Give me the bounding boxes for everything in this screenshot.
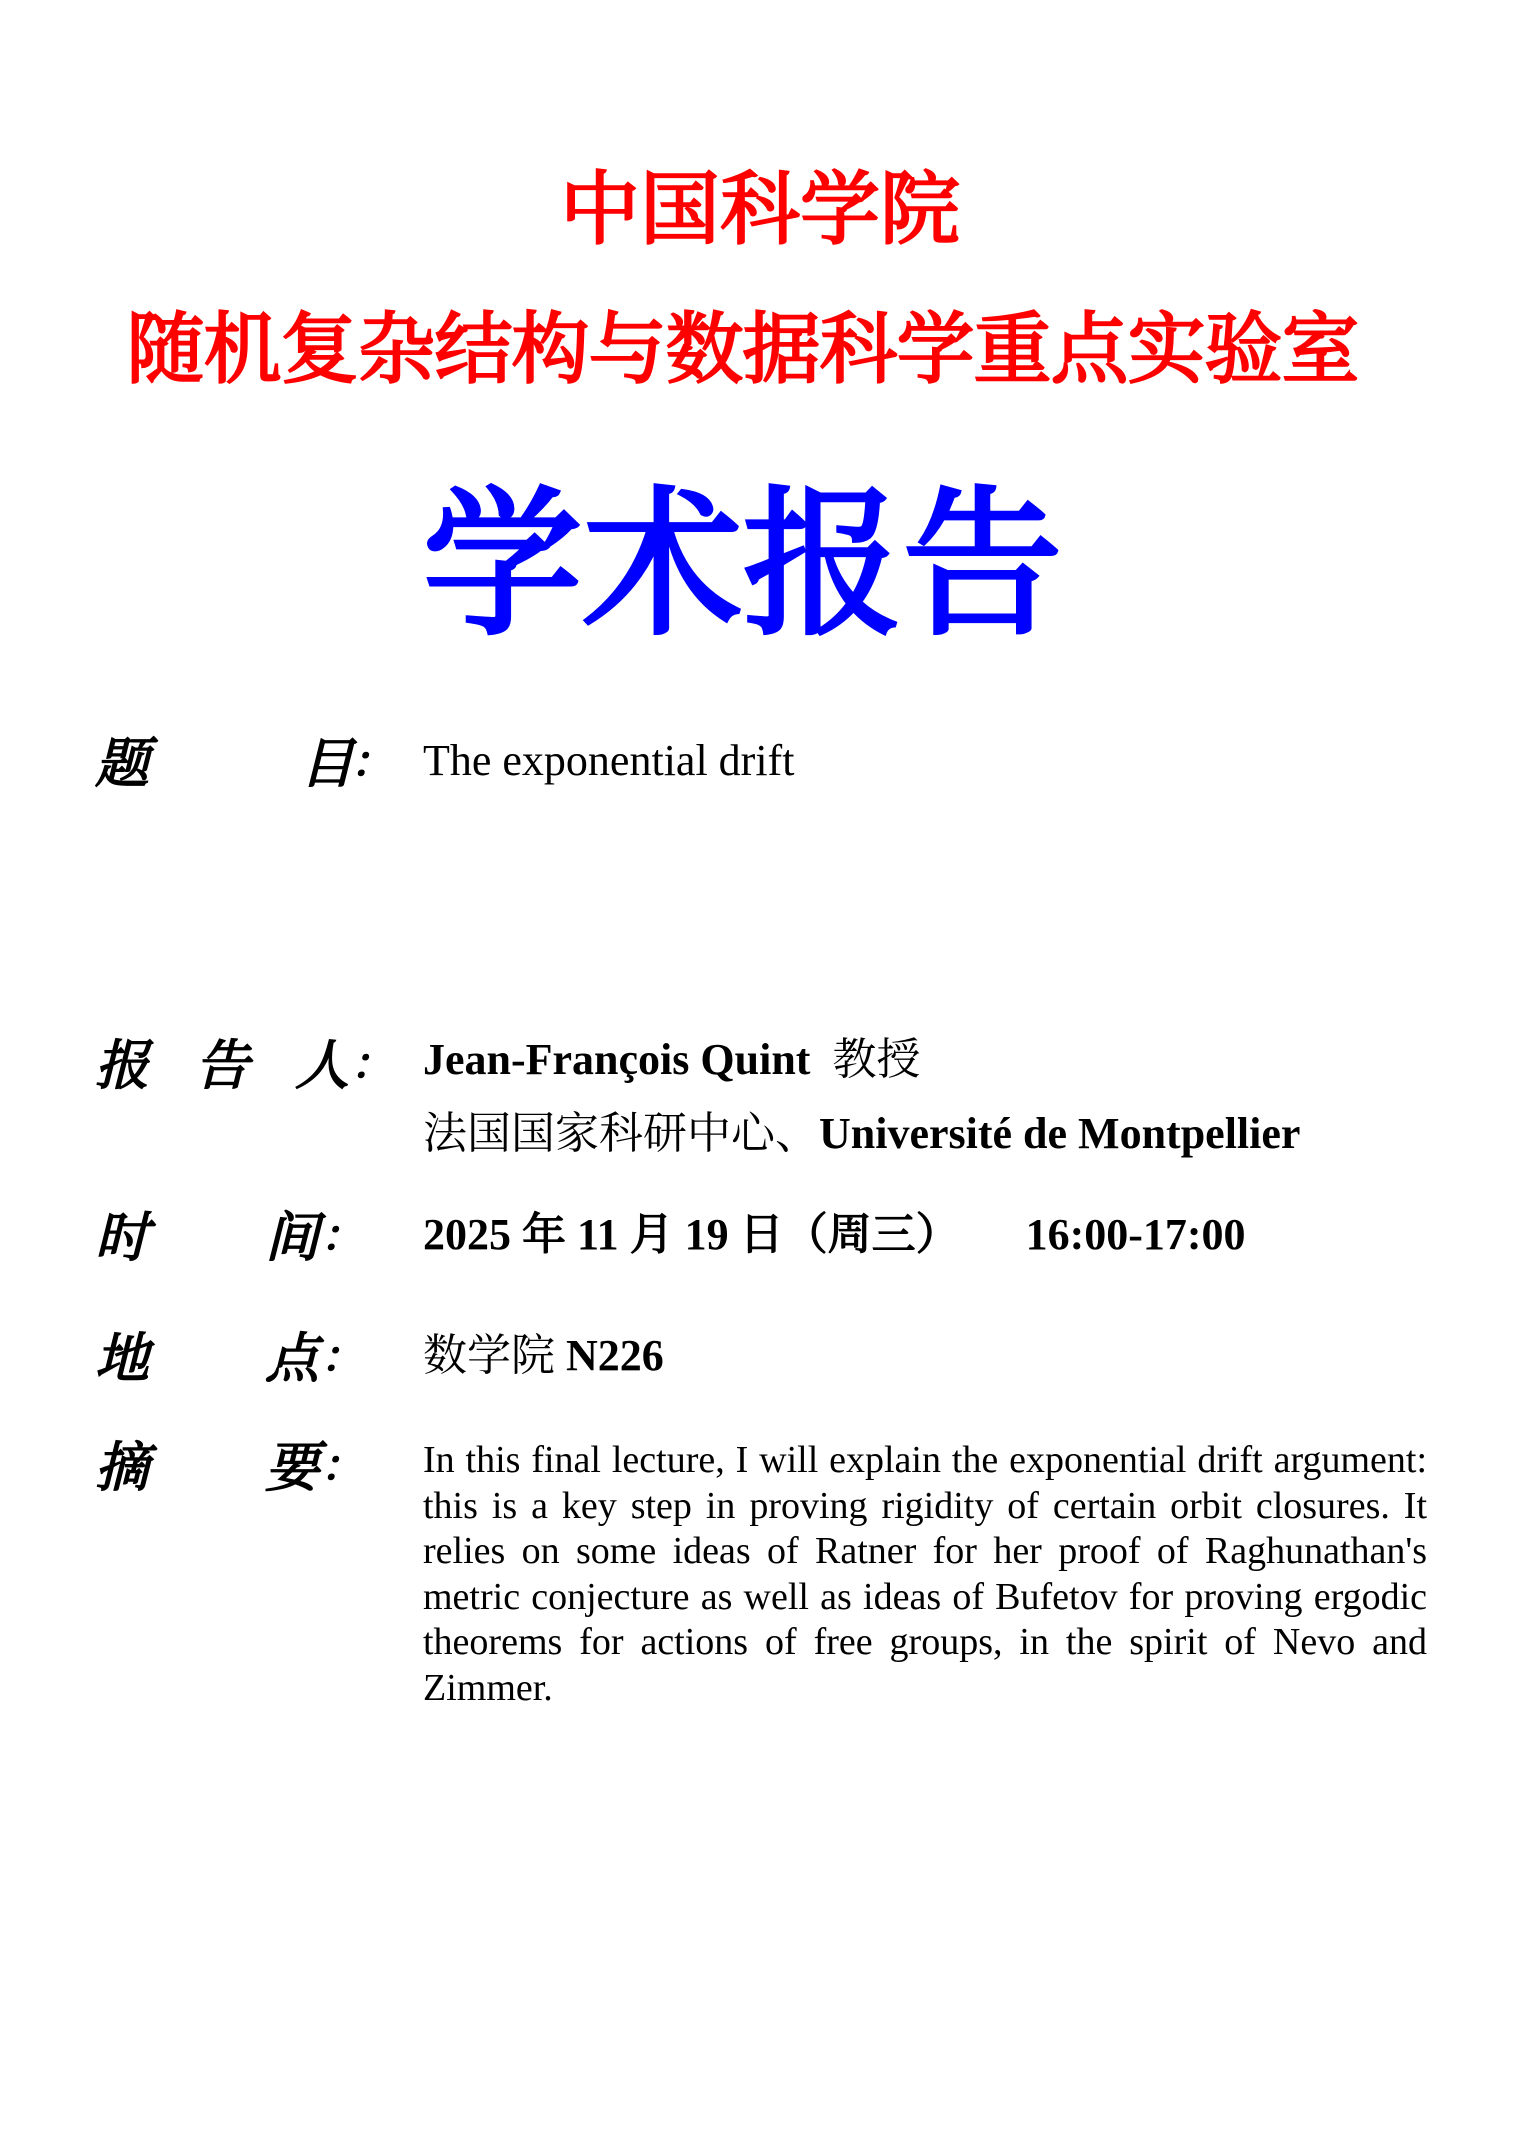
speaker-name bbox=[423, 1030, 920, 1090]
label-place: 地 点 ： bbox=[95, 1326, 364, 1390]
label-time: 时 间 ： bbox=[95, 1205, 364, 1269]
affiliation-university: Université de Montpellier bbox=[819, 1109, 1301, 1158]
place-room: N226 bbox=[566, 1331, 664, 1380]
talk-time-range: 16:00-17:00 bbox=[1025, 1210, 1246, 1259]
talk-time bbox=[423, 1205, 1246, 1265]
place-building: 数学院 bbox=[423, 1331, 555, 1380]
talk-date: 2025 年 11 月 19 日（周三） bbox=[423, 1210, 960, 1259]
label-speaker: 报 告 人 ： bbox=[95, 1033, 394, 1097]
talk-place bbox=[423, 1326, 664, 1386]
talk-title: The exponential drift bbox=[423, 736, 795, 785]
label-topic: 题 目 ： bbox=[95, 731, 394, 795]
label-abstract: 摘 要 ： bbox=[95, 1435, 364, 1499]
talk-abstract: In this final lecture, I will explain the exponential drift argument: this is a key step in proving rigidity of certain orbit closures. It relies on some ideas of Ratner for her proof of Raghunathan's metric conjecture as well as ideas of Bufetov for proving ergodic theorems for actions of free groups, in the spirit of Nevo and Zimmer. bbox=[423, 1439, 1427, 1709]
speaker-affiliation bbox=[423, 1104, 1300, 1164]
speaker-name-text: Jean-François Quint bbox=[423, 1035, 811, 1084]
page-title: 学术报告 bbox=[422, 471, 1063, 658]
affiliation-cn: 法国国家科研中心、 bbox=[423, 1109, 819, 1158]
speaker-title: 教授 bbox=[832, 1035, 921, 1084]
institution-name: 中国科学院 bbox=[560, 163, 960, 256]
laboratory-name: 随机复杂结构与数据科学重点实验室 bbox=[126, 305, 1359, 395]
